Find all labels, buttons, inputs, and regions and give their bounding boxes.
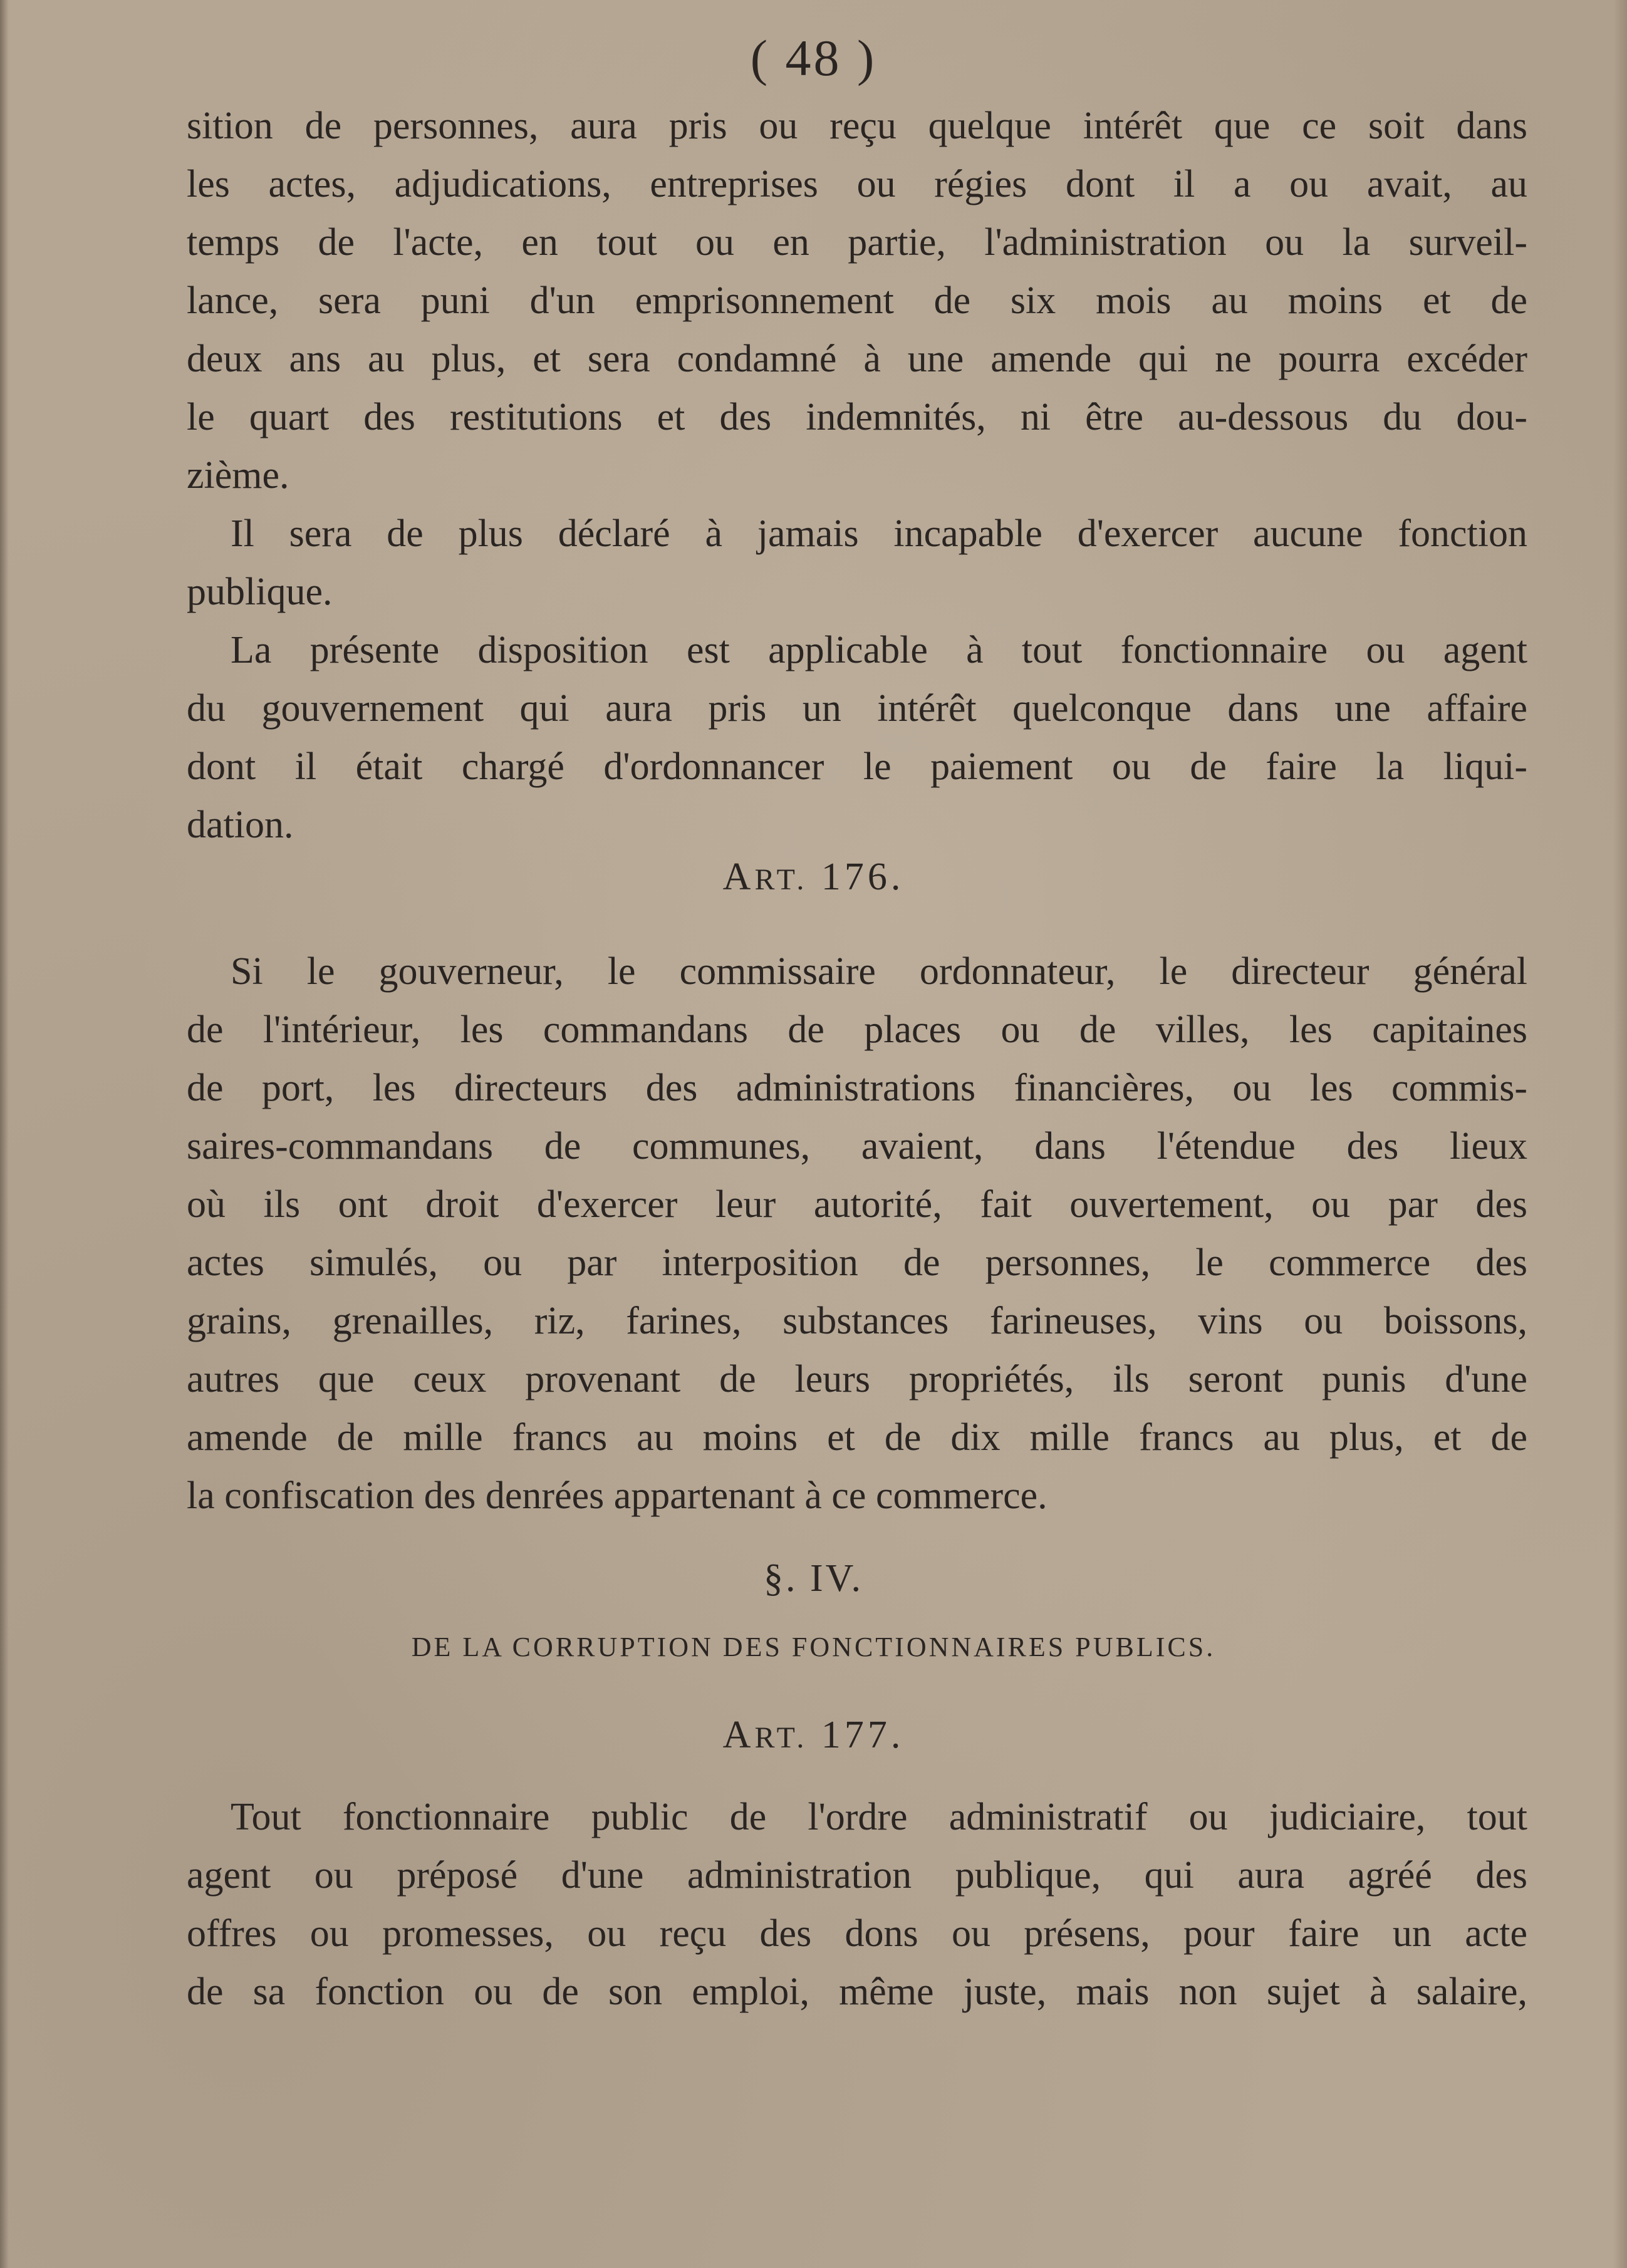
text-line: Il sera de plus déclaré à jamais incapable d'exercer aucune fonction [231,512,1527,555]
text-line: les actes, adjudications, entreprises ou régies dont il a ou avait, au [187,163,1527,205]
text-line: le quart des restitutions et des indemnités, ni être au-dessous du dou- [187,396,1527,438]
text-line: lance, sera puni d'un emprisonnement de six mois au moins et de [187,279,1527,322]
article-smallcaps: RT. [754,1721,808,1754]
text-line: offres ou promesses, ou reçu des dons ou présens, pour faire un acte [187,1912,1527,1955]
text-line: Tout fonctionnaire public de l'ordre administratif ou judiciaire, tout [231,1796,1527,1838]
text-line: amende de mille francs au moins et de dix mille francs au plus, et de [187,1416,1527,1459]
article-number: 177. [821,1714,905,1756]
article-176-heading [0,849,1627,908]
text-line: La présente disposition est applicable à tout fonctionnaire ou agent [231,629,1527,671]
text-line: agent ou préposé d'une administration publique, qui aura agréé des [187,1854,1527,1897]
page-number: ( 48 ) [750,29,877,86]
article-prefix: A [722,1714,755,1756]
text-line: Si le gouverneur, le commissaire ordonnateur, le directeur général [231,950,1527,993]
page-edge-left [0,0,9,2268]
article-prefix: A [722,856,755,898]
text-line: actes simulés, ou par interposition de personnes, le commerce des [187,1241,1527,1284]
text-line: grains, grenailles, riz, farines, substances farineuses, vins ou boissons, [187,1300,1527,1342]
paragraph-article-176 [187,943,1527,1525]
text-line: temps de l'acte, en tout ou en partie, l'administration ou la surveil- [187,221,1527,264]
article-number: 176. [821,856,905,898]
text-line: la confiscation des denrées appartenant à ce commerce. [187,1474,1047,1517]
paragraph-article-177 [187,1788,1527,2021]
paragraph-block-continuation [187,97,1527,854]
text-line: deux ans au plus, et sera condamné à une amende qui ne pourra excéder [187,338,1527,380]
text-line: de sa fonction ou de son emploi, même juste, mais non sujet à salaire, [187,1970,1527,2013]
article-177-heading [0,1707,1627,1766]
text-line: autres que ceux provenant de leurs propriétés, ils seront punis d'une [187,1358,1527,1401]
text-line: sition de personnes, aura pris ou reçu quelque intérêt que ce soit dans [187,105,1527,147]
text-line: dont il était chargé d'ordonnancer le paiement ou de faire la liqui- [187,745,1527,788]
section-title: DE LA CORRUPTION DES FONCTIONNAIRES PUBLICS. [411,1632,1216,1662]
section-mark: §. IV. [764,1557,863,1600]
text-line: publique. [187,571,333,613]
text-line: où ils ont droit d'exercer leur autorité, fait ouvertement, ou par des [187,1183,1527,1226]
text-line: saires-commandans de communes, avaient, dans l'étendue des lieux [187,1125,1527,1168]
text-line: de port, les directeurs des administrations financières, ou les commis- [187,1067,1527,1109]
text-line: du gouvernement qui aura pris un intérêt quelconque dans une affaire [187,687,1527,730]
text-line: dation. [187,804,294,846]
text-line: de l'intérieur, les commandans de places ou de villes, les capitaines [187,1008,1527,1051]
page-edge-right [1613,0,1627,2268]
article-smallcaps: RT. [754,863,808,896]
text-line: zième. [187,454,289,497]
